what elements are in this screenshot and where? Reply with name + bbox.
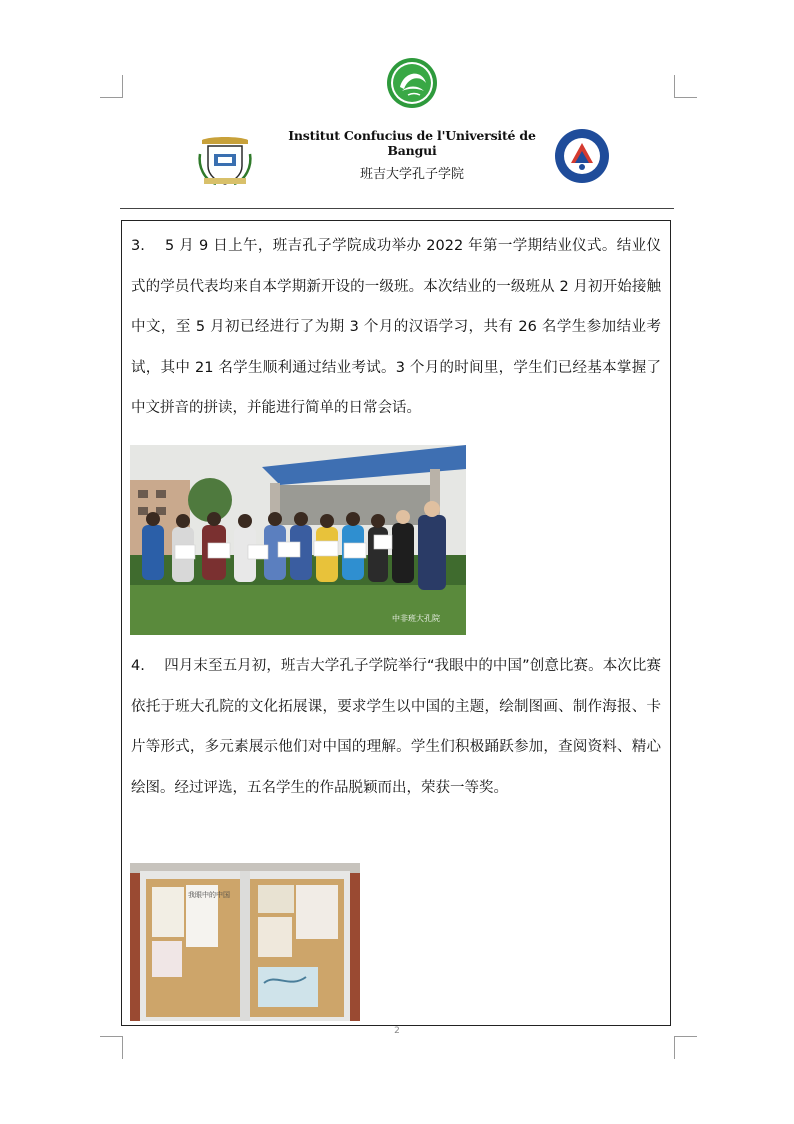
crop-mark-top-left: [100, 75, 123, 98]
graduation-ceremony-photo: [130, 445, 466, 635]
crop-mark-bottom-right: [674, 1036, 697, 1059]
crop-mark-top-right: [674, 75, 697, 98]
item-4-paragraph: 4. 四月末至五月初，班吉大学孔子学院举行“我眼中的中国”创意比赛。本次比赛依托于班大孔院的文化拓展课，要求学生以中国的主题，绘制图画、制作海报、卡片等形式，多元素展示他们对中国的理解。学生们积极踊跃参加，查阅资料、精心绘图。经过评选，五名学生的作品脱颖而出，荣获一等奖。: [131, 658, 661, 796]
item-3-paragraph: 3. 5 月 9 日上午，班吉孔子学院成功举办 2022 年第一学期结业仪式。结业仪式的学员代表均来自本学期新开设的一级班。本次结业的一级班从 2 月初开始接触中文，至 5 月初已经进行了为期 3 个月的汉语学习，共有 26 名学生参加结业考试，其中 21 名学生顺利通过结业考试。3 个月的时间里，学生们已经基本掌握了中文拼音的拼读，并能进行简单的日常会话。: [131, 238, 661, 416]
institute-name-french: Institut Confucius de l'Université de Bangui: [288, 128, 536, 158]
header-rule: [120, 208, 674, 209]
institute-name-chinese: 班吉大学孔子学院: [359, 167, 464, 182]
poster-title: 我眼中的中国: [188, 891, 230, 899]
page-number: 2: [394, 1026, 400, 1036]
confucius-institute-logo: [386, 57, 438, 109]
shihai-university-seal: [553, 127, 611, 185]
creative-contest-display-photo: [130, 863, 360, 1021]
photo-watermark: 中非班大孔院: [392, 614, 440, 623]
university-of-bangui-crest: [196, 134, 254, 188]
crop-mark-bottom-left: [100, 1036, 123, 1059]
